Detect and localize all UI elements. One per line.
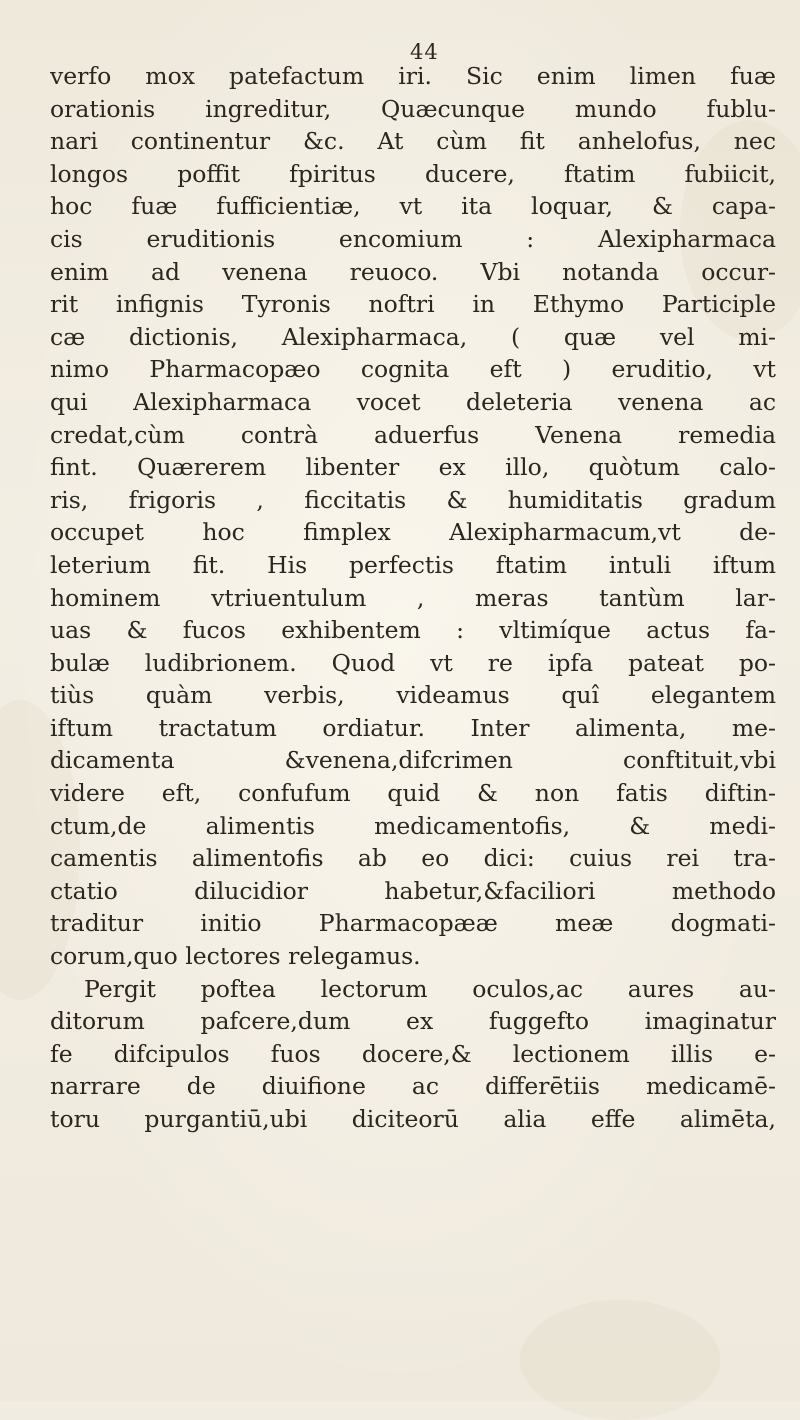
- text-line: camentis alimentofis ab eo dici: cuius rei tra-: [50, 844, 776, 873]
- text-line: nari continentur &c. At cùm fit anhelofus, nec: [50, 127, 776, 156]
- page-number: 44: [410, 40, 439, 64]
- text-line: credat,cùm contrà aduerfus Venena remedia: [50, 420, 776, 449]
- text-line: ris, frigoris , ficcitatis & humiditatis gradum: [50, 485, 776, 514]
- text-line: ditorum pafcere,dum ex fuggefto imaginatur: [50, 1007, 776, 1036]
- paper-stain: [520, 1300, 720, 1420]
- text-line: bulæ ludibrionem. Quod vt re ipfa pateat po-: [50, 648, 776, 677]
- text-line: corum,quo lectores relegamus.: [50, 942, 421, 971]
- text-line: iftum tractatum ordiatur. Inter alimenta, me-: [50, 713, 776, 742]
- text-line: verfo mox patefactum iri. Sic enim limen fuæ: [50, 62, 776, 90]
- body-text: [50, 60, 776, 1136]
- text-line: ctatio dilucidior habetur,&faciliori methodo: [50, 876, 776, 905]
- text-line: cæ dictionis, Alexipharmaca, ( quæ vel mi-: [50, 322, 776, 351]
- text-line: tiùs quàm verbis, videamus quî elegantem: [50, 681, 776, 710]
- text-line: hominem vtriuentulum , meras tantùm lar-: [50, 583, 776, 612]
- text-line: dicamenta &venena,difcrimen conftituit,vbi: [50, 746, 776, 775]
- text-line: occupet hoc fimplex Alexipharmacum,vt de-: [50, 518, 776, 547]
- text-line: toru purgantiū,ubi diciteorū alia effe alimēta,: [50, 1105, 776, 1133]
- text-line: leterium fit. His perfectis ftatim intuli iftum: [50, 550, 776, 579]
- text-line: ctum,de alimentis medicamentofis, & medi-: [50, 811, 776, 840]
- text-line: uas & fucos exhibentem : vltimíque actus fa-: [50, 616, 776, 645]
- text-line: orationis ingreditur, Quæcunque mundo fublu-: [50, 94, 776, 123]
- text-line: traditur initio Pharmacopææ meæ dogmati-: [50, 909, 776, 938]
- text-line: fint. Quærerem libenter ex illo, quòtum calo-: [50, 453, 776, 482]
- text-line: fe difcipulos fuos docere,& lectionem illis e-: [50, 1039, 776, 1068]
- text-line: rit infignis Tyronis noftri in Ethymo Participle: [50, 290, 776, 319]
- text-line: enim ad venena reuoco. Vbi notanda occur-: [50, 257, 776, 286]
- text-line: Pergit poftea lectorum oculos,ac aures au-: [84, 974, 776, 1003]
- text-line: videre eft, confufum quid & non fatis diftin-: [50, 779, 776, 808]
- text-line: qui Alexipharmaca vocet deleteria venena ac: [50, 387, 776, 416]
- text-line: narrare de diuifione ac differētiis medicamē-: [50, 1072, 776, 1101]
- text-line: longos poffit fpiritus ducere, ftatim fubiicit,: [50, 159, 776, 188]
- text-line: nimo Pharmacopæo cognita eft ) eruditio, vt: [50, 355, 776, 384]
- text-line: cis eruditionis encomium : Alexipharmaca: [50, 224, 776, 253]
- text-line: hoc fuæ fufficientiæ, vt ita loquar, & capa-: [50, 192, 776, 221]
